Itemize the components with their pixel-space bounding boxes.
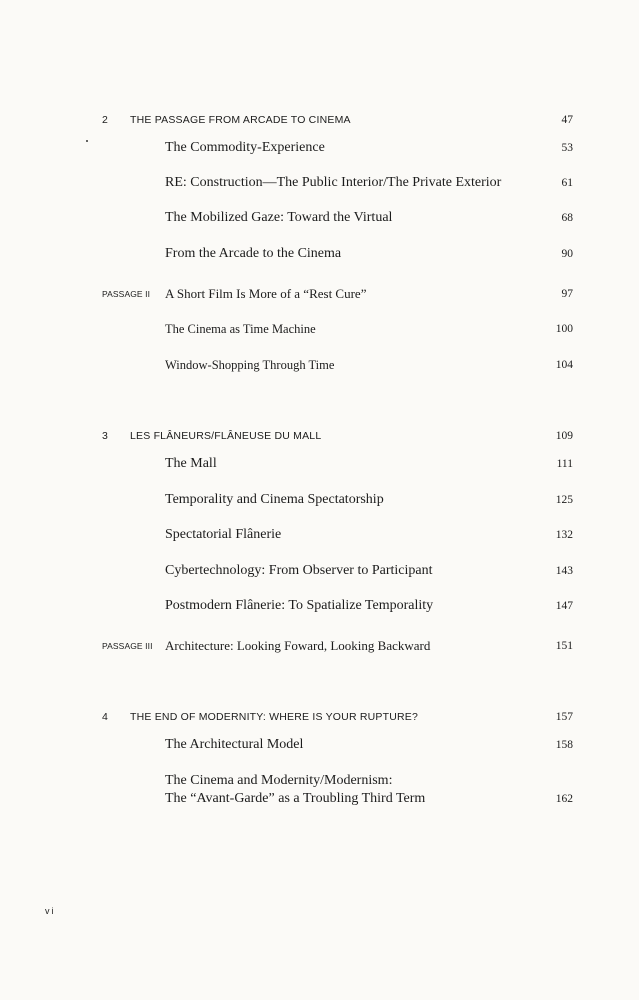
page-number: 104	[555, 359, 573, 371]
passage-title: Architecture: Looking Foward, Looking Backward	[165, 638, 431, 653]
section-title: The Commodity-Experience	[165, 140, 325, 155]
page-number: 109	[555, 430, 573, 442]
ink-speck	[86, 140, 88, 142]
chapter-number: 2	[102, 114, 109, 126]
section-title: From the Arcade to the Cinema	[165, 246, 342, 261]
page-number: 53	[561, 142, 573, 154]
page-number: 100	[555, 323, 573, 335]
page-number: 90	[561, 248, 573, 260]
page-number: 162	[555, 793, 573, 805]
page-number: 97	[561, 288, 573, 300]
chapter-number: 4	[102, 711, 109, 723]
section-title: RE: Construction—The Public Interior/The Private Exterior	[165, 175, 502, 190]
page-number: 125	[555, 494, 573, 506]
page-number: 61	[561, 177, 573, 189]
passage-label: PASSAGE II	[102, 289, 151, 299]
section-title-multiline	[165, 772, 425, 808]
chapter-title: THE PASSAGE FROM ARCADE TO CINEMA	[130, 114, 351, 126]
page-number: 143	[555, 565, 573, 577]
subsection-title: Window-Shopping Through Time	[165, 358, 335, 372]
subsection-title: The Cinema as Time Machine	[165, 322, 316, 336]
section-title-line: The Cinema and Modernity/Modernism:	[165, 773, 393, 788]
section-title-line: The “Avant-Garde” as a Troubling Third Term	[165, 791, 426, 806]
section-title: The Architectural Model	[165, 737, 304, 752]
section-title: The Mall	[165, 456, 217, 471]
section-title: The Mobilized Gaze: Toward the Virtual	[165, 210, 393, 225]
section-title: Temporality and Cinema Spectatorship	[165, 492, 384, 507]
chapter-title: LES FLÂNEURS/FLÂNEUSE DU MALL	[130, 430, 322, 442]
page-number: 47	[561, 114, 573, 126]
page-number: 151	[555, 640, 573, 652]
folio-page-number: vi	[45, 906, 56, 916]
page-number: 111	[556, 458, 573, 470]
chapter-number: 3	[102, 430, 109, 442]
page-number: 132	[555, 529, 573, 541]
chapter-title: THE END OF MODERNITY: WHERE IS YOUR RUPTURE?	[130, 711, 419, 723]
passage-title: A Short Film Is More of a “Rest Cure”	[165, 286, 367, 301]
page-number: 157	[555, 711, 573, 723]
page-number: 147	[555, 600, 573, 612]
section-title: Spectatorial Flânerie	[165, 527, 282, 542]
section-title: Postmodern Flânerie: To Spatialize Temporality	[165, 598, 434, 613]
page-number: 158	[555, 739, 573, 751]
passage-label: PASSAGE III	[102, 641, 153, 651]
section-title: Cybertechnology: From Observer to Participant	[165, 563, 433, 578]
page-number: 68	[561, 212, 573, 224]
